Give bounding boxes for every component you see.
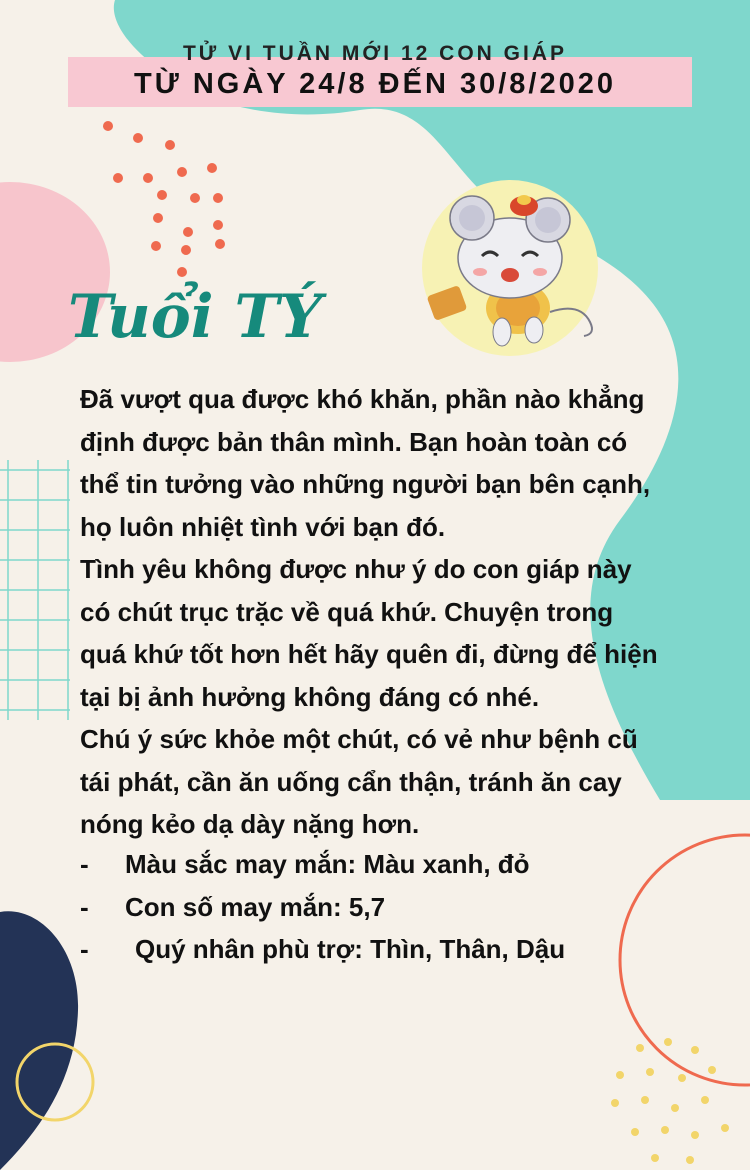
list-bullet: - [80,934,89,964]
body-line: họ luôn nhiệt tình với bạn đó. [80,511,446,542]
zodiac-heading: Tuổi TÝ [68,282,322,352]
body-line: tái phát, cần ăn uống cẩn thận, tránh ăn cay [80,766,622,797]
lucky-list [80,843,565,971]
body-line: quá khứ tốt hơn hết hãy quên đi, đừng để hiện [80,639,658,669]
list-bullet: - [80,849,89,879]
rat-mascot-icon [410,180,610,356]
list-item-patron [80,928,565,971]
grid-lines-shape [0,460,70,720]
body-line: Đã vượt qua được khó khăn, phần nào khẳng [80,384,645,414]
list-item-text: Con số may mắn: 5,7 [125,891,386,922]
body-line: nóng kẻo dạ dày nặng hơn. [80,809,420,839]
body-line: thể tin tưởng vào những người bạn bên cạnh, [80,469,651,499]
list-item-text: Quý nhân phù trợ: Thìn, Thân, Dậu [135,934,566,964]
page-title: TỪ NGÀY 24/8 ĐẾN 30/8/2020 [134,68,616,100]
list-item-text: Màu sắc may mắn: Màu xanh, đỏ [125,849,530,879]
body-line: Chú ý sức khỏe một chút, có vẻ như bệnh cũ [80,724,638,754]
body-line: tại bị ảnh hưởng không đáng có nhé. [80,681,540,712]
list-item-lucky-number [80,886,565,929]
horoscope-body [80,378,720,846]
list-bullet: - [80,891,89,922]
page-subtitle: TỬ VI TUẦN MỚI 12 CON GIÁP [182,42,568,65]
body-line: định được bản thân mình. Bạn hoàn toàn có [80,426,628,457]
list-item-lucky-color [80,843,565,886]
orange-dots-shape [103,121,225,277]
body-line: Tình yêu không được như ý do con giáp này [80,554,632,584]
navy-blob-shape [0,911,78,1170]
yellow-dots-shape [611,1038,729,1164]
body-line: có chút trục trặc về quá khứ. Chuyện trong [80,596,614,627]
